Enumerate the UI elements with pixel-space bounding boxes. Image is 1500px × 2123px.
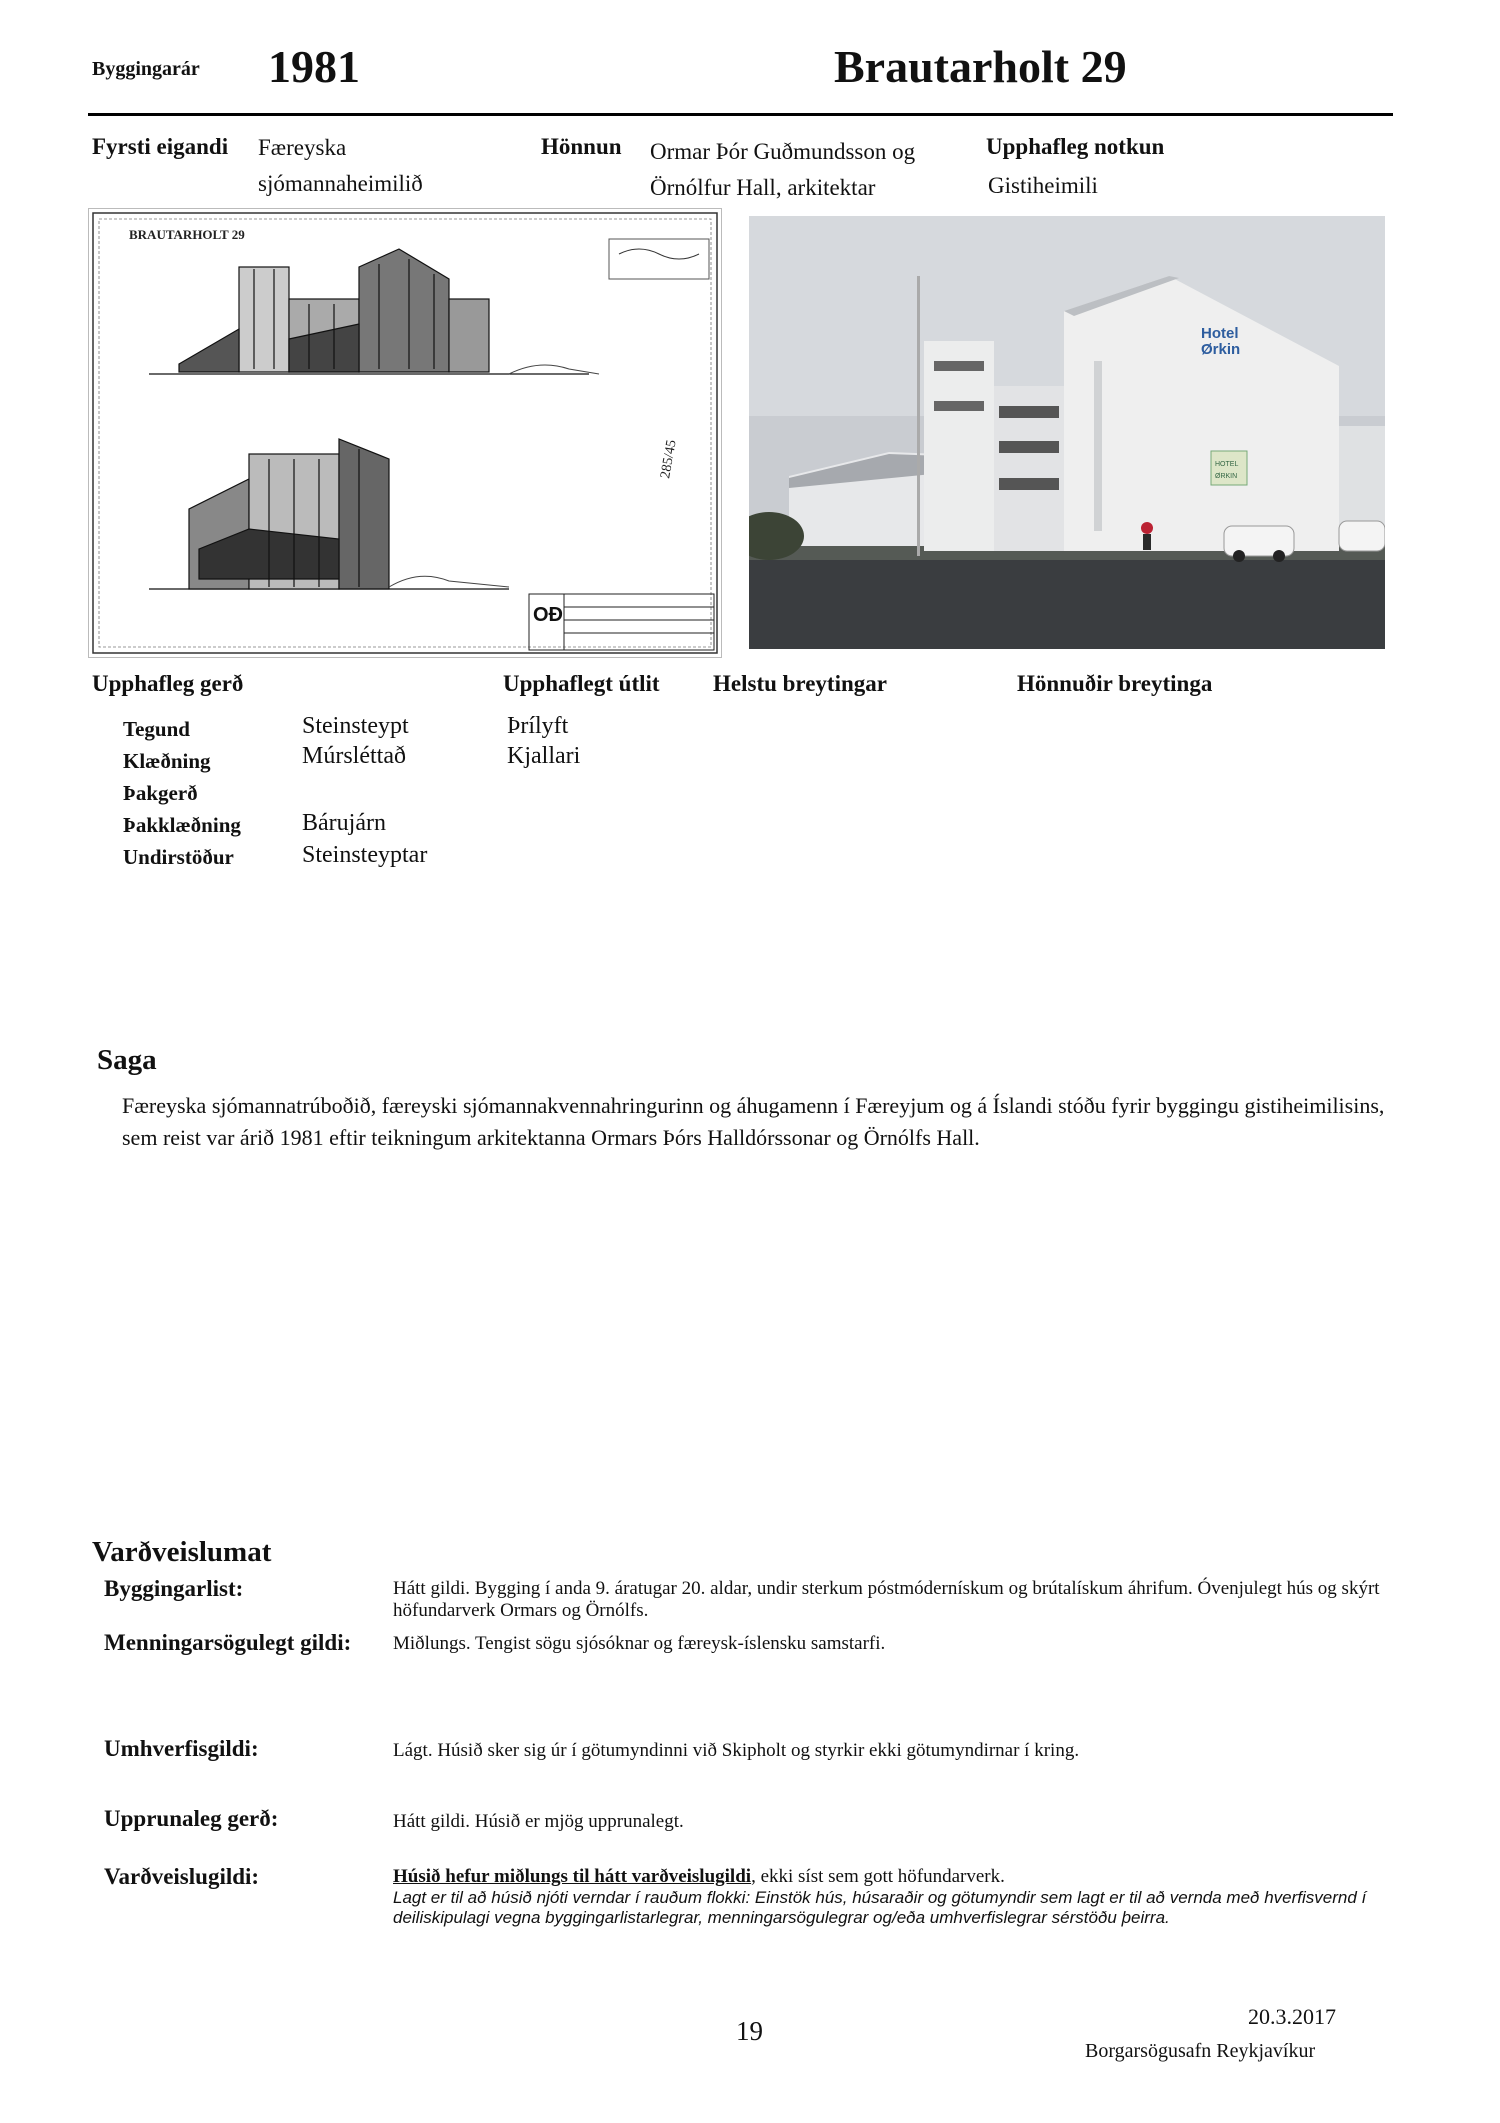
footer-date: 20.3.2017 <box>1248 2004 1336 2029</box>
header-divider <box>88 113 1393 116</box>
hotel-sign-line2: Ørkin <box>1201 341 1241 358</box>
attr-value-roofing: Bárujárn <box>302 810 386 836</box>
attr-label-type: Tegund <box>123 717 190 741</box>
architectural-drawing <box>88 208 722 658</box>
building-photo <box>749 216 1385 649</box>
original-text: Hátt gildi. Húsið er mjög upprunalegt. <box>393 1811 684 1832</box>
attr-label-cladding: Klæðning <box>123 749 211 773</box>
architecture-label: Byggingarlist: <box>104 1576 244 1601</box>
owner-line1: Færeyska <box>258 135 347 160</box>
environment-text: Lágt. Húsið sker sig úr í götumyndinni við Skipholt og styrkir ekki götumyndirnar í kring. <box>393 1740 1080 1761</box>
designers-heading: Hönnuðir breytinga <box>1017 671 1213 696</box>
original-label: Upprunaleg gerð: <box>104 1806 279 1831</box>
saga-text: Færeyska sjómannatrúboðið, færeyski sjómannakvennahringurinn og áhugamenn í Færeyjum og á Íslandi stóðu fyrir byggingu gistiheimilisins, sem reist var árið 1981 eftir teikningum arkitektanna Ormars Þórs Halldórssonar og Örnólfs Hall. <box>122 1093 1385 1150</box>
form-heading: Upphafleg gerð <box>92 671 244 696</box>
design-line1: Ormar Þór Guðmundsson og <box>650 139 916 164</box>
hotel-board-line1: HOTEL <box>1215 461 1239 468</box>
cultural-label: Menningarsögulegt gildi: <box>104 1630 352 1655</box>
environment-label: Umhverfisgildi: <box>104 1736 259 1761</box>
preservation-summary <box>393 1866 1393 1888</box>
preservation-bold: Húsið hefur miðlungs til hátt varðveislugildi <box>393 1866 752 1887</box>
hotel-sign-line1: Hotel <box>1201 325 1239 342</box>
assessment-heading: Varðveislumat <box>92 1536 272 1568</box>
page-title: Brautarholt 29 <box>834 41 1127 92</box>
use-label: Upphafleg notkun <box>986 134 1165 159</box>
preservation-label: Varðveislugildi: <box>104 1864 260 1889</box>
attr-value-foundation: Steinsteyptar <box>302 842 428 868</box>
look-item-basement: Kjallari <box>507 743 581 769</box>
preservation-italic: Lagt er til að húsið njóti verndar í rauðum flokki: Einstök hús, húsaraðir og götumyndir sem lagt er til að vernda með hverfisvernd í deiliskipulagi vegna byggingarlistarlegrar, menningarsögulegrar og/eða umhverfislegrar sérstöðu þeirra. <box>393 1888 1367 1927</box>
drawing-title: BRAUTARHOLT 29 <box>129 227 245 242</box>
attr-value-type: Steinsteypt <box>302 713 409 739</box>
footer-institution: Borgarsögusafn Reykjavíkur <box>1085 2040 1316 2062</box>
attr-label-roofing: Þakklæðning <box>123 813 241 837</box>
changes-heading: Helstu breytingar <box>713 671 887 696</box>
owner-label: Fyrsti eigandi <box>92 134 229 159</box>
attr-label-roof-type: Þakgerð <box>123 781 198 805</box>
look-heading: Upphaflegt útlit <box>503 671 660 696</box>
year-label: Byggingarár <box>92 58 200 80</box>
preservation-rest: , ekki síst sem gott höfundarverk. <box>751 1866 1005 1887</box>
attr-value-cladding: Múrsléttað <box>302 743 406 769</box>
drawing-note: 285/45 <box>658 438 680 480</box>
cultural-text: Miðlungs. Tengist sögu sjósóknar og færeysk-íslensku samstarfi. <box>393 1633 886 1654</box>
owner-line2: sjómannaheimilið <box>258 171 423 196</box>
attr-label-foundation: Undirstöður <box>123 845 234 869</box>
design-label: Hönnun <box>541 134 622 159</box>
design-line2: Örnólfur Hall, arkitektar <box>650 175 876 200</box>
look-item-floors: Þrílyft <box>507 713 569 739</box>
drawing-stamp: OÐ <box>533 604 563 626</box>
saga-heading: Saga <box>97 1044 157 1076</box>
use-value: Gistiheimili <box>988 173 1098 198</box>
hotel-board-line2: ØRKIN <box>1215 473 1238 480</box>
architecture-text: Hátt gildi. Bygging í anda 9. áratugar 20. aldar, undir sterkum póstmódernískum og brútalískum áhrifum. Óvenjulegt hús og skýrt höfundarverk Ormars og Örnólfs. <box>393 1578 1380 1621</box>
page-number: 19 <box>736 2016 763 2046</box>
construction-year: 1981 <box>268 41 360 92</box>
